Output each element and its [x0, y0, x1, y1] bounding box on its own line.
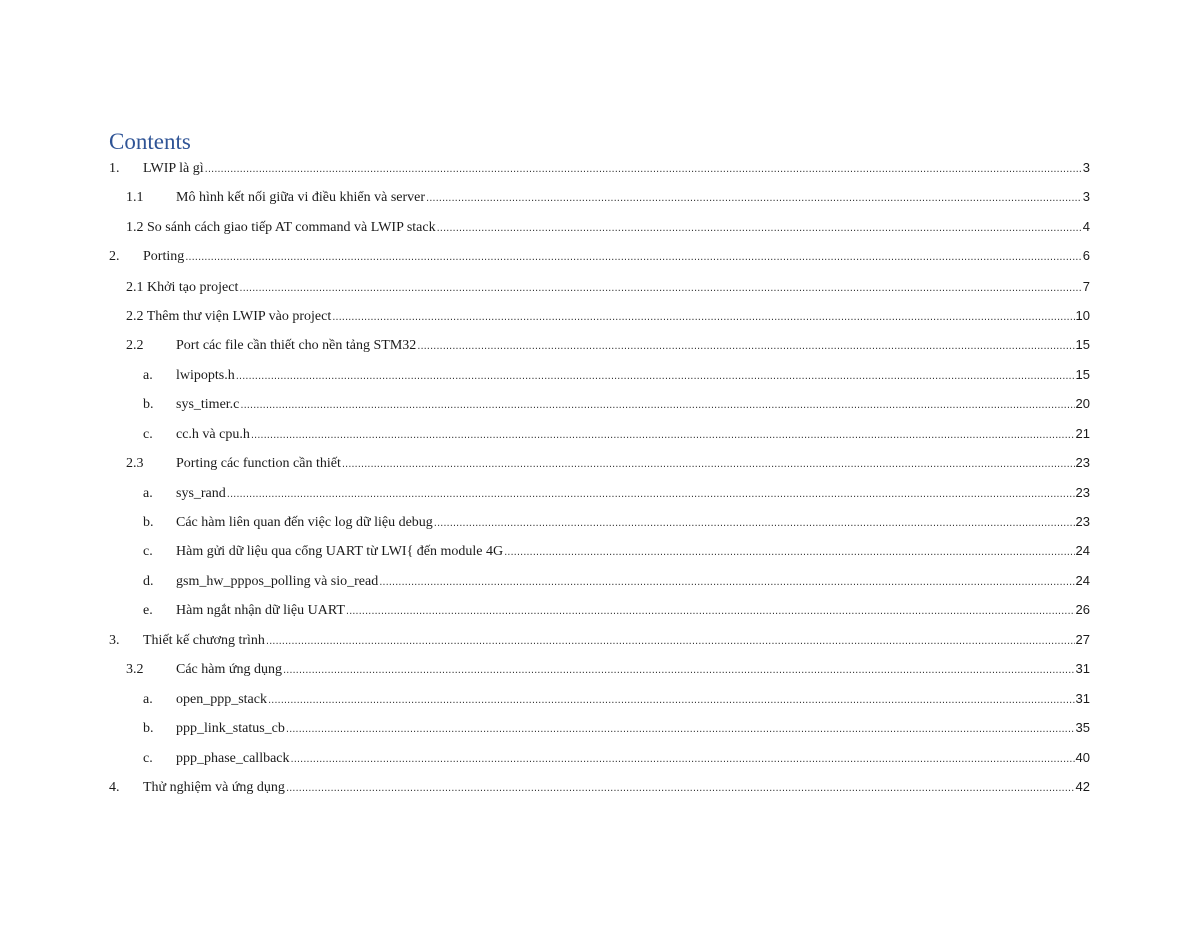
toc-entry-number: c.: [143, 544, 153, 559]
toc-entry-number: 3.2: [126, 662, 144, 677]
toc-leader-dots: [426, 189, 1082, 209]
toc-entry-number: 2.: [109, 249, 120, 264]
toc-entry-label: gsm_hw_pppos_polling và sio_read: [176, 574, 379, 589]
toc-entry-label: ppp_phase_callback: [176, 751, 290, 766]
toc-entry-page: 24: [1075, 543, 1090, 558]
toc-entry-label: Các hàm ứng dụng: [176, 662, 282, 677]
toc-entry-number: b.: [143, 515, 154, 530]
toc-entry-number: 4.: [109, 780, 120, 795]
toc-leader-dots: [437, 219, 1082, 239]
toc-entry-2-2b[interactable]: [126, 335, 1090, 355]
toc-leader-dots: [227, 485, 1075, 505]
toc-leader-dots: [504, 543, 1074, 563]
toc-leader-dots: [283, 661, 1075, 681]
toc-entry-page: 27: [1075, 632, 1090, 647]
toc-entry-label: LWIP là gì: [143, 161, 204, 176]
toc-entry-page: 3: [1082, 160, 1090, 175]
toc-entry-page: 21: [1075, 426, 1090, 441]
toc-entry-2-3-d[interactable]: [143, 571, 1090, 591]
toc-leader-dots: [291, 750, 1075, 770]
toc-entry-page: 20: [1075, 396, 1090, 411]
toc-entry-label: Mô hình kết nối giữa vi điều khiển và server: [176, 190, 426, 205]
toc-entry-page: 7: [1082, 279, 1090, 294]
toc-entry-number: b.: [143, 397, 154, 412]
toc-entry-number: 1.: [109, 161, 120, 176]
toc-entry-page: 15: [1075, 367, 1090, 382]
toc-leader-dots: [266, 632, 1075, 652]
toc-entry-label: sys_timer.c: [176, 397, 240, 412]
toc-entry-2-3-b[interactable]: [143, 512, 1090, 532]
toc-entry-2-2a[interactable]: [126, 306, 1090, 326]
toc-entry-page: 24: [1075, 573, 1090, 588]
toc-entry-label: Port các file cần thiết cho nền tảng STM32: [176, 338, 417, 353]
toc-entry-number: c.: [143, 427, 153, 442]
toc-entry-label: lwipopts.h: [176, 368, 235, 383]
toc-entry-page: 42: [1075, 779, 1090, 794]
toc-entry-page: 31: [1075, 691, 1090, 706]
toc-entry-2-2-c[interactable]: [143, 424, 1090, 444]
toc-entry-label: 2.2 Thêm thư viện LWIP vào project: [126, 309, 332, 324]
toc-entry-2-1[interactable]: [126, 277, 1090, 297]
toc-leader-dots: [205, 160, 1082, 180]
toc-entry-page: 15: [1075, 337, 1090, 352]
toc-entry-label: 2.1 Khởi tạo project: [126, 280, 239, 295]
toc-leader-dots: [239, 279, 1081, 299]
toc-entry-label: Thiết kế chương trình: [143, 633, 265, 648]
toc-entry-number: 2.2: [126, 338, 144, 353]
toc-leader-dots: [251, 426, 1075, 446]
toc-leader-dots: [185, 248, 1082, 268]
toc-entry-3-2-a[interactable]: [143, 689, 1090, 709]
toc-entry-label: Hàm ngắt nhận dữ liệu UART: [176, 603, 345, 618]
toc-leader-dots: [286, 779, 1075, 799]
toc-entry-page: 4: [1082, 219, 1090, 234]
toc-entry-label: ppp_link_status_cb: [176, 721, 285, 736]
toc-entry-page: 23: [1075, 455, 1090, 470]
toc-entry-1-2[interactable]: [126, 217, 1090, 237]
toc-leader-dots: [342, 455, 1075, 475]
toc-entry-label: open_ppp_stack: [176, 692, 267, 707]
toc-leader-dots: [286, 720, 1075, 740]
toc-leader-dots: [240, 396, 1074, 416]
toc-entry-page: 40: [1075, 750, 1090, 765]
toc-entry-label: Porting: [143, 249, 185, 264]
toc-entry-2-2-a[interactable]: [143, 365, 1090, 385]
toc-entry-page: 10: [1075, 308, 1090, 323]
toc-entry-3-2[interactable]: [126, 659, 1090, 679]
toc-entry-1[interactable]: [109, 158, 1090, 178]
toc-entry-label: sys_rand: [176, 486, 226, 501]
toc-entry-number: 1.1: [126, 190, 144, 205]
toc-entry-label: Thử nghiệm và ứng dụng: [143, 780, 285, 795]
toc-leader-dots: [332, 308, 1074, 328]
toc-entry-number: d.: [143, 574, 154, 589]
toc-entry-2-2-b[interactable]: [143, 394, 1090, 414]
toc-entry-page: 6: [1082, 248, 1090, 263]
toc-entry-2[interactable]: [109, 246, 1090, 266]
toc-entry-page: 3: [1082, 189, 1090, 204]
toc-entry-number: b.: [143, 721, 154, 736]
toc-entry-1-1[interactable]: [126, 187, 1090, 207]
toc-entry-number: a.: [143, 692, 153, 707]
toc-entry-number: c.: [143, 751, 153, 766]
toc-entry-4[interactable]: [109, 777, 1090, 797]
toc-leader-dots: [417, 337, 1074, 357]
toc-entry-page: 31: [1075, 661, 1090, 676]
toc-entry-number: a.: [143, 368, 153, 383]
toc-entry-label: cc.h và cpu.h: [176, 427, 250, 442]
toc-entry-3-2-b[interactable]: [143, 718, 1090, 738]
toc-leader-dots: [268, 691, 1075, 711]
toc-entry-label: Các hàm liên quan đến việc log dữ liệu debug: [176, 515, 433, 530]
toc-entry-3-2-c[interactable]: [143, 748, 1090, 768]
toc-entry-number: 2.3: [126, 456, 144, 471]
toc-entry-3[interactable]: [109, 630, 1090, 650]
toc-leader-dots: [236, 367, 1075, 387]
toc-entry-number: a.: [143, 486, 153, 501]
toc-entry-label: Porting các function cần thiết: [176, 456, 341, 471]
toc-entry-2-3-e[interactable]: [143, 600, 1090, 620]
toc-leader-dots: [434, 514, 1075, 534]
toc-entry-2-3[interactable]: [126, 453, 1090, 473]
toc-entry-label: Hàm gửi dữ liệu qua cổng UART từ LWI{ đến module 4G: [176, 544, 504, 559]
toc-entry-page: 26: [1075, 602, 1090, 617]
toc-entry-2-3-c[interactable]: [143, 541, 1090, 561]
toc-entry-label: 1.2 So sánh cách giao tiếp AT command và LWIP stack: [126, 220, 436, 235]
toc-entry-number: 3.: [109, 633, 120, 648]
toc-leader-dots: [379, 573, 1074, 593]
toc-leader-dots: [346, 602, 1075, 622]
toc-entry-page: 35: [1075, 720, 1090, 735]
toc-entry-number: e.: [143, 603, 153, 618]
page-title: Contents: [109, 129, 191, 154]
toc-entry-2-3-a[interactable]: [143, 483, 1090, 503]
toc-entry-page: 23: [1075, 485, 1090, 500]
toc-entry-page: 23: [1075, 514, 1090, 529]
